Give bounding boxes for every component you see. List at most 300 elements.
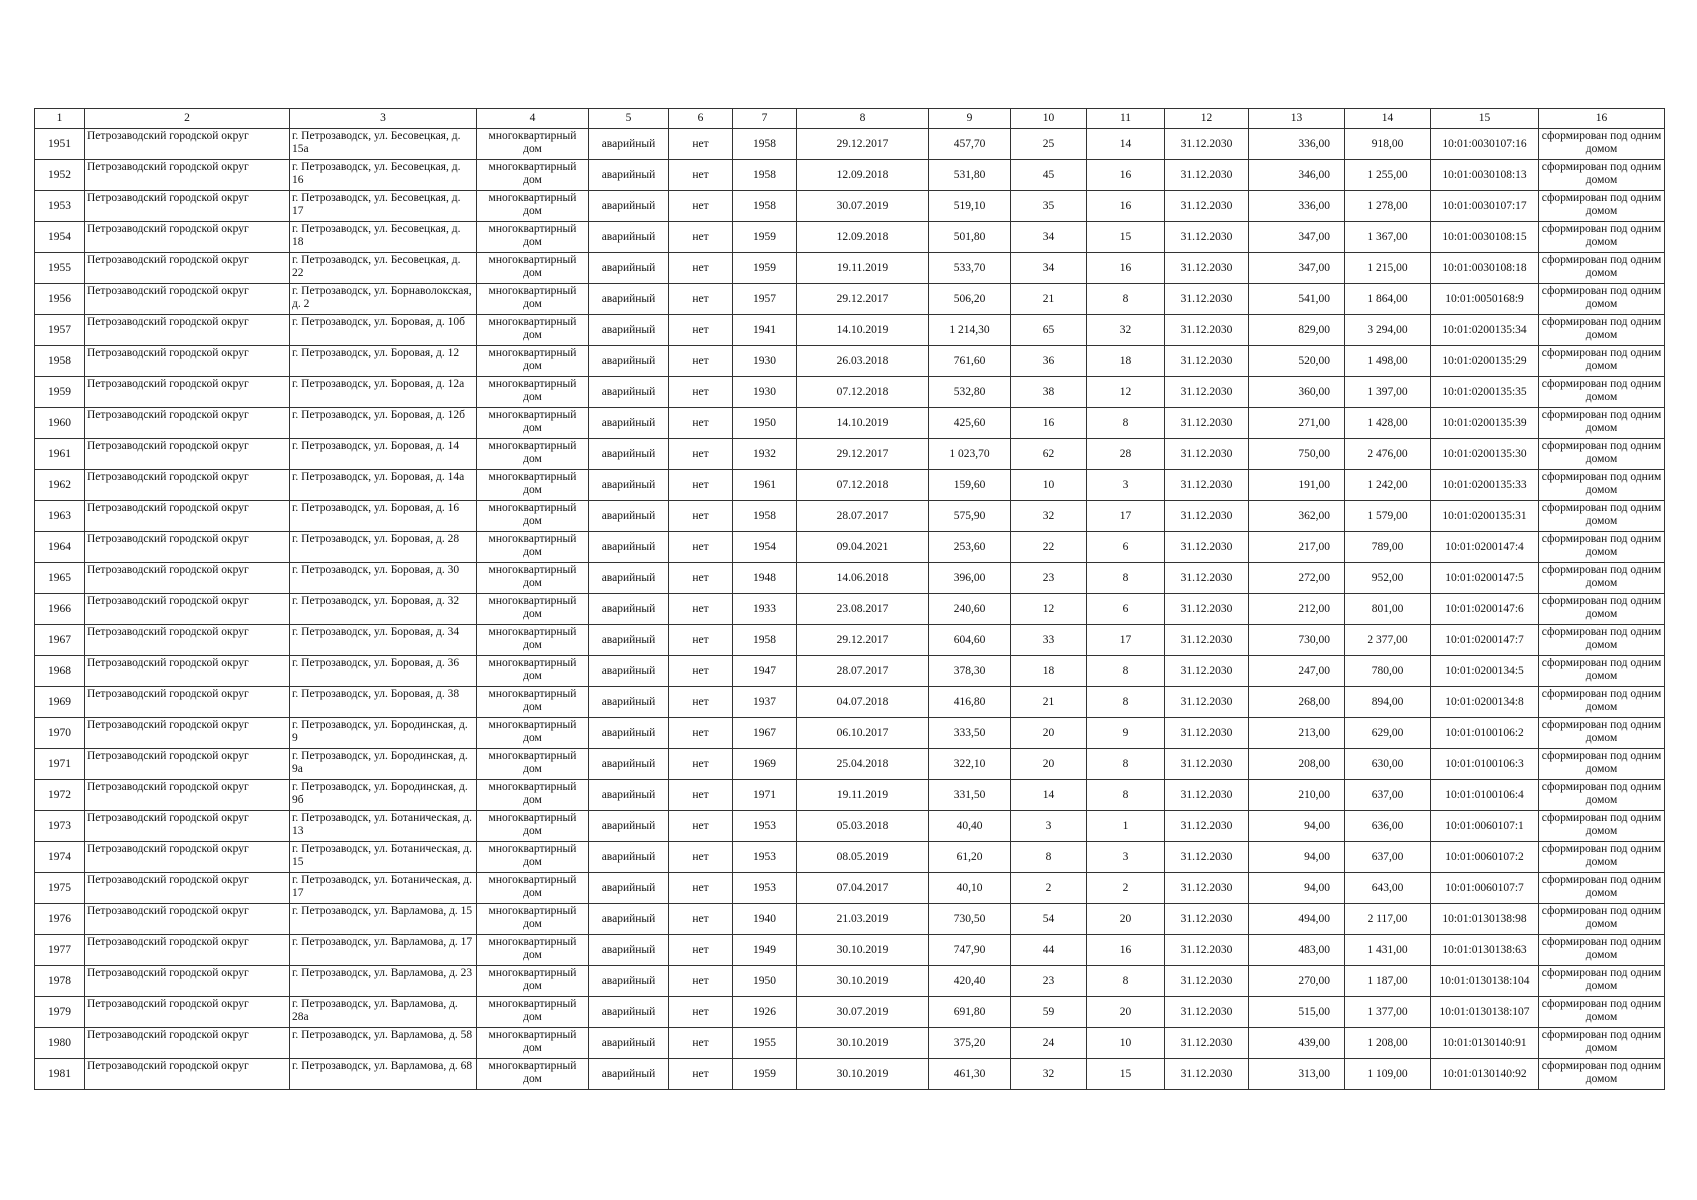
cell-planned-date: 31.12.2030 — [1165, 346, 1249, 377]
cell-recognition-date: 29.12.2017 — [797, 439, 929, 470]
cell-row-number: 1952 — [35, 160, 85, 191]
cell-value-14: 1 208,00 — [1345, 1028, 1431, 1059]
cell-value-14: 637,00 — [1345, 780, 1431, 811]
cell-municipality: Петрозаводский городской округ — [85, 563, 290, 594]
table-body — [35, 129, 1665, 1090]
cell-land-status: сформирован под одним домом — [1539, 687, 1665, 718]
cell-land-status: сформирован под одним домом — [1539, 873, 1665, 904]
cell-municipality: Петрозаводский городской округ — [85, 253, 290, 284]
cell-cadastral-number: 10:01:0100106:4 — [1431, 780, 1539, 811]
table-row — [35, 284, 1665, 315]
cell-planned-date: 31.12.2030 — [1165, 904, 1249, 935]
cell-address: г. Петрозаводск, ул. Боровая, д. 12 — [290, 346, 477, 377]
cell-flag: нет — [669, 439, 733, 470]
column-header-6: 6 — [669, 109, 733, 129]
cell-flag: нет — [669, 191, 733, 222]
cell-building-type: многоквартирный дом — [477, 222, 589, 253]
cell-address: г. Петрозаводск, ул. Боровая, д. 10б — [290, 315, 477, 346]
cell-row-number: 1967 — [35, 625, 85, 656]
cell-value-14: 1 579,00 — [1345, 501, 1431, 532]
cell-land-status: сформирован под одним домом — [1539, 222, 1665, 253]
cell-value-14: 2 117,00 — [1345, 904, 1431, 935]
cell-planned-date: 31.12.2030 — [1165, 160, 1249, 191]
cell-recognition-date: 12.09.2018 — [797, 160, 929, 191]
cell-land-status: сформирован под одним домом — [1539, 191, 1665, 222]
table-row — [35, 656, 1665, 687]
cell-apartments: 32 — [1087, 315, 1165, 346]
column-header-4: 4 — [477, 109, 589, 129]
cell-value-13: 268,00 — [1249, 687, 1345, 718]
cell-municipality: Петрозаводский городской округ — [85, 222, 290, 253]
cell-address: г. Петрозаводск, ул. Боровая, д. 28 — [290, 532, 477, 563]
cell-residents: 65 — [1011, 315, 1087, 346]
cell-row-number: 1977 — [35, 935, 85, 966]
cell-flag: нет — [669, 873, 733, 904]
cell-cadastral-number: 10:01:0200135:30 — [1431, 439, 1539, 470]
table-row — [35, 749, 1665, 780]
cell-apartments: 10 — [1087, 1028, 1165, 1059]
cell-year-built: 1958 — [733, 625, 797, 656]
cell-row-number: 1969 — [35, 687, 85, 718]
cell-area: 532,80 — [929, 377, 1011, 408]
cell-row-number: 1955 — [35, 253, 85, 284]
cell-planned-date: 31.12.2030 — [1165, 873, 1249, 904]
cell-row-number: 1951 — [35, 129, 85, 160]
table-row — [35, 966, 1665, 997]
cell-value-14: 1 428,00 — [1345, 408, 1431, 439]
cell-row-number: 1974 — [35, 842, 85, 873]
cell-address: г. Петрозаводск, ул. Боровая, д. 38 — [290, 687, 477, 718]
cell-area: 159,60 — [929, 470, 1011, 501]
cell-condition: аварийный — [589, 811, 669, 842]
cell-flag: нет — [669, 594, 733, 625]
cell-municipality: Петрозаводский городской округ — [85, 780, 290, 811]
column-header-12: 12 — [1165, 109, 1249, 129]
cell-building-type: многоквартирный дом — [477, 935, 589, 966]
cell-building-type: многоквартирный дом — [477, 1059, 589, 1090]
column-header-5: 5 — [589, 109, 669, 129]
cell-recognition-date: 09.04.2021 — [797, 532, 929, 563]
cell-address: г. Петрозаводск, ул. Бесовецкая, д. 17 — [290, 191, 477, 222]
cell-land-status: сформирован под одним домом — [1539, 470, 1665, 501]
cell-residents: 34 — [1011, 253, 1087, 284]
cell-planned-date: 31.12.2030 — [1165, 1059, 1249, 1090]
cell-planned-date: 31.12.2030 — [1165, 749, 1249, 780]
cell-land-status: сформирован под одним домом — [1539, 377, 1665, 408]
cell-recognition-date: 30.10.2019 — [797, 966, 929, 997]
cell-value-14: 630,00 — [1345, 749, 1431, 780]
cell-municipality: Петрозаводский городской округ — [85, 966, 290, 997]
cell-residents: 62 — [1011, 439, 1087, 470]
cell-address: г. Петрозаводск, ул. Боровая, д. 16 — [290, 501, 477, 532]
cell-municipality: Петрозаводский городской округ — [85, 997, 290, 1028]
cell-land-status: сформирован под одним домом — [1539, 563, 1665, 594]
cell-building-type: многоквартирный дом — [477, 563, 589, 594]
table-row — [35, 439, 1665, 470]
cell-condition: аварийный — [589, 284, 669, 315]
cell-land-status: сформирован под одним домом — [1539, 439, 1665, 470]
cell-apartments: 16 — [1087, 160, 1165, 191]
cell-residents: 20 — [1011, 749, 1087, 780]
column-header-3: 3 — [290, 109, 477, 129]
cell-planned-date: 31.12.2030 — [1165, 966, 1249, 997]
cell-value-13: 439,00 — [1249, 1028, 1345, 1059]
cell-building-type: многоквартирный дом — [477, 594, 589, 625]
cell-cadastral-number: 10:01:0130138:63 — [1431, 935, 1539, 966]
cell-residents: 10 — [1011, 470, 1087, 501]
cell-address: г. Петрозаводск, ул. Бородинская, д. 9б — [290, 780, 477, 811]
cell-flag: нет — [669, 749, 733, 780]
cell-recognition-date: 19.11.2019 — [797, 780, 929, 811]
cell-flag: нет — [669, 811, 733, 842]
cell-flag: нет — [669, 284, 733, 315]
cell-value-14: 1 215,00 — [1345, 253, 1431, 284]
cell-residents: 23 — [1011, 563, 1087, 594]
cell-cadastral-number: 10:01:0100106:2 — [1431, 718, 1539, 749]
cell-value-13: 270,00 — [1249, 966, 1345, 997]
cell-area: 457,70 — [929, 129, 1011, 160]
cell-apartments: 8 — [1087, 780, 1165, 811]
cell-value-14: 801,00 — [1345, 594, 1431, 625]
cell-address: г. Петрозаводск, ул. Боровая, д. 30 — [290, 563, 477, 594]
cell-year-built: 1949 — [733, 935, 797, 966]
cell-residents: 34 — [1011, 222, 1087, 253]
cell-recognition-date: 14.10.2019 — [797, 315, 929, 346]
column-header-11: 11 — [1087, 109, 1165, 129]
cell-area: 506,20 — [929, 284, 1011, 315]
cell-recognition-date: 07.04.2017 — [797, 873, 929, 904]
cell-building-type: многоквартирный дом — [477, 315, 589, 346]
cell-planned-date: 31.12.2030 — [1165, 997, 1249, 1028]
cell-building-type: многоквартирный дом — [477, 780, 589, 811]
cell-land-status: сформирован под одним домом — [1539, 966, 1665, 997]
cell-recognition-date: 07.12.2018 — [797, 377, 929, 408]
cell-land-status: сформирован под одним домом — [1539, 315, 1665, 346]
cell-year-built: 1941 — [733, 315, 797, 346]
table-row — [35, 129, 1665, 160]
cell-flag: нет — [669, 501, 733, 532]
cell-address: г. Петрозаводск, ул. Боровая, д. 14 — [290, 439, 477, 470]
cell-condition: аварийный — [589, 842, 669, 873]
cell-planned-date: 31.12.2030 — [1165, 532, 1249, 563]
cell-value-13: 362,00 — [1249, 501, 1345, 532]
cell-value-14: 629,00 — [1345, 718, 1431, 749]
cell-municipality: Петрозаводский городской округ — [85, 346, 290, 377]
cell-area: 761,60 — [929, 346, 1011, 377]
cell-year-built: 1959 — [733, 222, 797, 253]
cell-flag: нет — [669, 222, 733, 253]
housing-table — [34, 108, 1665, 1090]
cell-year-built: 1953 — [733, 811, 797, 842]
cell-residents: 12 — [1011, 594, 1087, 625]
cell-cadastral-number: 10:01:0060107:2 — [1431, 842, 1539, 873]
cell-value-13: 94,00 — [1249, 873, 1345, 904]
cell-building-type: многоквартирный дом — [477, 439, 589, 470]
cell-area: 461,30 — [929, 1059, 1011, 1090]
cell-flag: нет — [669, 160, 733, 191]
cell-value-13: 247,00 — [1249, 656, 1345, 687]
cell-condition: аварийный — [589, 625, 669, 656]
cell-row-number: 1970 — [35, 718, 85, 749]
cell-condition: аварийный — [589, 935, 669, 966]
cell-land-status: сформирован под одним домом — [1539, 253, 1665, 284]
cell-apartments: 8 — [1087, 408, 1165, 439]
table-row — [35, 594, 1665, 625]
cell-row-number: 1954 — [35, 222, 85, 253]
column-header-9: 9 — [929, 109, 1011, 129]
cell-year-built: 1961 — [733, 470, 797, 501]
cell-municipality: Петрозаводский городской округ — [85, 439, 290, 470]
cell-address: г. Петрозаводск, ул. Бесовецкая, д. 22 — [290, 253, 477, 284]
cell-building-type: многоквартирный дом — [477, 625, 589, 656]
cell-value-14: 1 431,00 — [1345, 935, 1431, 966]
cell-condition: аварийный — [589, 904, 669, 935]
cell-planned-date: 31.12.2030 — [1165, 191, 1249, 222]
cell-value-14: 1 278,00 — [1345, 191, 1431, 222]
cell-apartments: 12 — [1087, 377, 1165, 408]
cell-condition: аварийный — [589, 129, 669, 160]
cell-recognition-date: 30.10.2019 — [797, 1028, 929, 1059]
cell-cadastral-number: 10:01:0200147:7 — [1431, 625, 1539, 656]
cell-land-status: сформирован под одним домом — [1539, 904, 1665, 935]
cell-value-14: 918,00 — [1345, 129, 1431, 160]
cell-condition: аварийный — [589, 532, 669, 563]
cell-apartments: 18 — [1087, 346, 1165, 377]
cell-municipality: Петрозаводский городской округ — [85, 408, 290, 439]
document-page — [34, 108, 1664, 1090]
table-row — [35, 315, 1665, 346]
cell-value-14: 3 294,00 — [1345, 315, 1431, 346]
cell-condition: аварийный — [589, 718, 669, 749]
cell-condition: аварийный — [589, 966, 669, 997]
cell-land-status: сформирован под одним домом — [1539, 1028, 1665, 1059]
cell-value-14: 894,00 — [1345, 687, 1431, 718]
cell-recognition-date: 14.10.2019 — [797, 408, 929, 439]
cell-building-type: многоквартирный дом — [477, 1028, 589, 1059]
cell-recognition-date: 19.11.2019 — [797, 253, 929, 284]
cell-area: 747,90 — [929, 935, 1011, 966]
cell-building-type: многоквартирный дом — [477, 408, 589, 439]
cell-building-type: многоквартирный дом — [477, 501, 589, 532]
cell-municipality: Петрозаводский городской округ — [85, 687, 290, 718]
cell-recognition-date: 08.05.2019 — [797, 842, 929, 873]
cell-residents: 20 — [1011, 718, 1087, 749]
cell-condition: аварийный — [589, 160, 669, 191]
cell-value-13: 520,00 — [1249, 346, 1345, 377]
cell-value-13: 829,00 — [1249, 315, 1345, 346]
table-row — [35, 873, 1665, 904]
cell-condition: аварийный — [589, 191, 669, 222]
cell-value-13: 271,00 — [1249, 408, 1345, 439]
cell-municipality: Петрозаводский городской округ — [85, 284, 290, 315]
cell-row-number: 1981 — [35, 1059, 85, 1090]
cell-address: г. Петрозаводск, ул. Боровая, д. 12б — [290, 408, 477, 439]
cell-municipality: Петрозаводский городской округ — [85, 470, 290, 501]
cell-row-number: 1966 — [35, 594, 85, 625]
cell-cadastral-number: 10:01:0200134:8 — [1431, 687, 1539, 718]
cell-value-14: 1 255,00 — [1345, 160, 1431, 191]
cell-planned-date: 31.12.2030 — [1165, 439, 1249, 470]
cell-planned-date: 31.12.2030 — [1165, 315, 1249, 346]
cell-cadastral-number: 10:01:0130140:91 — [1431, 1028, 1539, 1059]
cell-year-built: 1958 — [733, 501, 797, 532]
cell-flag: нет — [669, 1028, 733, 1059]
cell-area: 331,50 — [929, 780, 1011, 811]
cell-row-number: 1961 — [35, 439, 85, 470]
cell-apartments: 8 — [1087, 284, 1165, 315]
cell-planned-date: 31.12.2030 — [1165, 377, 1249, 408]
cell-condition: аварийный — [589, 439, 669, 470]
column-header-10: 10 — [1011, 109, 1087, 129]
cell-year-built: 1933 — [733, 594, 797, 625]
column-header-16: 16 — [1539, 109, 1665, 129]
cell-apartments: 28 — [1087, 439, 1165, 470]
cell-value-13: 336,00 — [1249, 129, 1345, 160]
table-row — [35, 1028, 1665, 1059]
cell-address: г. Петрозаводск, ул. Варламова, д. 17 — [290, 935, 477, 966]
cell-municipality: Петрозаводский городской округ — [85, 315, 290, 346]
cell-flag: нет — [669, 408, 733, 439]
cell-land-status: сформирован под одним домом — [1539, 346, 1665, 377]
cell-residents: 33 — [1011, 625, 1087, 656]
cell-address: г. Петрозаводск, ул. Ботаническая, д. 15 — [290, 842, 477, 873]
cell-value-13: 212,00 — [1249, 594, 1345, 625]
cell-cadastral-number: 10:01:0100106:3 — [1431, 749, 1539, 780]
cell-recognition-date: 30.10.2019 — [797, 1059, 929, 1090]
cell-flag: нет — [669, 563, 733, 594]
cell-building-type: многоквартирный дом — [477, 377, 589, 408]
cell-residents: 32 — [1011, 1059, 1087, 1090]
cell-row-number: 1956 — [35, 284, 85, 315]
cell-land-status: сформирован под одним домом — [1539, 749, 1665, 780]
cell-cadastral-number: 10:01:0200135:35 — [1431, 377, 1539, 408]
cell-area: 240,60 — [929, 594, 1011, 625]
cell-planned-date: 31.12.2030 — [1165, 935, 1249, 966]
cell-flag: нет — [669, 687, 733, 718]
cell-land-status: сформирован под одним домом — [1539, 532, 1665, 563]
table-row — [35, 253, 1665, 284]
cell-land-status: сформирован под одним домом — [1539, 997, 1665, 1028]
cell-address: г. Петрозаводск, ул. Ботаническая, д. 17 — [290, 873, 477, 904]
table-row — [35, 191, 1665, 222]
table-row — [35, 718, 1665, 749]
cell-area: 40,10 — [929, 873, 1011, 904]
cell-area: 378,30 — [929, 656, 1011, 687]
cell-area: 1 023,70 — [929, 439, 1011, 470]
cell-municipality: Петрозаводский городской округ — [85, 935, 290, 966]
cell-address: г. Петрозаводск, ул. Бесовецкая, д. 18 — [290, 222, 477, 253]
cell-apartments: 16 — [1087, 935, 1165, 966]
cell-planned-date: 31.12.2030 — [1165, 563, 1249, 594]
cell-condition: аварийный — [589, 873, 669, 904]
cell-planned-date: 31.12.2030 — [1165, 1028, 1249, 1059]
cell-value-13: 750,00 — [1249, 439, 1345, 470]
table-row — [35, 501, 1665, 532]
cell-cadastral-number: 10:01:0060107:7 — [1431, 873, 1539, 904]
cell-apartments: 17 — [1087, 501, 1165, 532]
cell-apartments: 17 — [1087, 625, 1165, 656]
cell-building-type: многоквартирный дом — [477, 687, 589, 718]
table-row — [35, 408, 1665, 439]
cell-flag: нет — [669, 718, 733, 749]
cell-municipality: Петрозаводский городской округ — [85, 904, 290, 935]
column-header-1: 1 — [35, 109, 85, 129]
cell-building-type: многоквартирный дом — [477, 284, 589, 315]
cell-condition: аварийный — [589, 470, 669, 501]
cell-planned-date: 31.12.2030 — [1165, 284, 1249, 315]
cell-address: г. Петрозаводск, ул. Бородинская, д. 9 — [290, 718, 477, 749]
cell-land-status: сформирован под одним домом — [1539, 160, 1665, 191]
cell-value-13: 730,00 — [1249, 625, 1345, 656]
cell-cadastral-number: 10:01:0200134:5 — [1431, 656, 1539, 687]
cell-building-type: многоквартирный дом — [477, 842, 589, 873]
cell-apartments: 16 — [1087, 191, 1165, 222]
cell-apartments: 8 — [1087, 687, 1165, 718]
cell-residents: 16 — [1011, 408, 1087, 439]
cell-value-13: 94,00 — [1249, 811, 1345, 842]
cell-municipality: Петрозаводский городской округ — [85, 656, 290, 687]
cell-recognition-date: 06.10.2017 — [797, 718, 929, 749]
cell-condition: аварийный — [589, 346, 669, 377]
cell-cadastral-number: 10:01:0200135:34 — [1431, 315, 1539, 346]
cell-municipality: Петрозаводский городской округ — [85, 129, 290, 160]
cell-cadastral-number: 10:01:0200147:6 — [1431, 594, 1539, 625]
cell-municipality: Петрозаводский городской округ — [85, 811, 290, 842]
cell-building-type: многоквартирный дом — [477, 129, 589, 160]
cell-area: 1 214,30 — [929, 315, 1011, 346]
cell-condition: аварийный — [589, 997, 669, 1028]
cell-address: г. Петрозаводск, ул. Варламова, д. 68 — [290, 1059, 477, 1090]
table-row — [35, 160, 1665, 191]
cell-residents: 23 — [1011, 966, 1087, 997]
cell-area: 691,80 — [929, 997, 1011, 1028]
table-row — [35, 377, 1665, 408]
cell-recognition-date: 29.12.2017 — [797, 625, 929, 656]
cell-value-13: 336,00 — [1249, 191, 1345, 222]
cell-residents: 32 — [1011, 501, 1087, 532]
cell-planned-date: 31.12.2030 — [1165, 780, 1249, 811]
cell-apartments: 6 — [1087, 594, 1165, 625]
cell-condition: аварийный — [589, 656, 669, 687]
cell-year-built: 1953 — [733, 842, 797, 873]
cell-land-status: сформирован под одним домом — [1539, 842, 1665, 873]
cell-area: 531,80 — [929, 160, 1011, 191]
cell-planned-date: 31.12.2030 — [1165, 842, 1249, 873]
cell-cadastral-number: 10:01:0030107:16 — [1431, 129, 1539, 160]
cell-value-13: 272,00 — [1249, 563, 1345, 594]
cell-area: 61,20 — [929, 842, 1011, 873]
cell-land-status: сформирован под одним домом — [1539, 656, 1665, 687]
cell-row-number: 1972 — [35, 780, 85, 811]
cell-address: г. Петрозаводск, ул. Варламова, д. 15 — [290, 904, 477, 935]
cell-cadastral-number: 10:01:0030108:13 — [1431, 160, 1539, 191]
cell-value-14: 1 498,00 — [1345, 346, 1431, 377]
cell-recognition-date: 25.04.2018 — [797, 749, 929, 780]
cell-flag: нет — [669, 1059, 733, 1090]
cell-planned-date: 31.12.2030 — [1165, 594, 1249, 625]
cell-area: 375,20 — [929, 1028, 1011, 1059]
table-row — [35, 625, 1665, 656]
cell-condition: аварийный — [589, 315, 669, 346]
cell-apartments: 2 — [1087, 873, 1165, 904]
cell-recognition-date: 29.12.2017 — [797, 129, 929, 160]
cell-area: 416,80 — [929, 687, 1011, 718]
header-row — [35, 109, 1665, 129]
cell-condition: аварийный — [589, 408, 669, 439]
cell-cadastral-number: 10:01:0200147:5 — [1431, 563, 1539, 594]
cell-cadastral-number: 10:01:0200135:33 — [1431, 470, 1539, 501]
cell-year-built: 1955 — [733, 1028, 797, 1059]
